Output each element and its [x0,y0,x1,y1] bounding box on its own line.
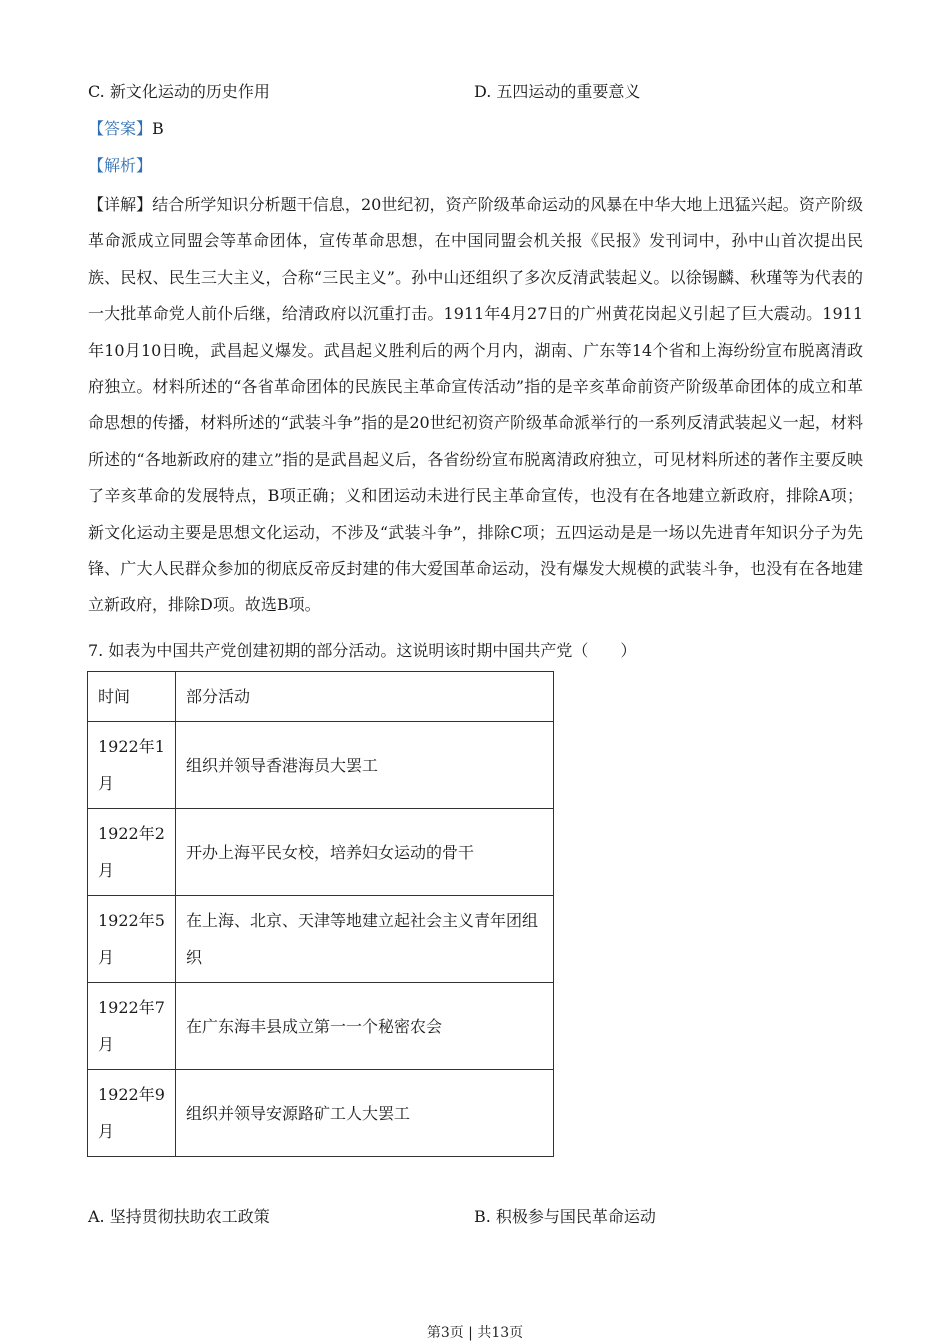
detail-label: 【详解】 [88,195,153,214]
header-time: 时间 [88,672,176,722]
question-7: 7. 如表为中国共产党创建初期的部分活动。这说明该时期中国共产党（ ） [88,641,637,660]
cell-time: 1922年1月 [88,722,176,809]
detail-paragraph [88,187,863,624]
cell-time: 1922年2月 [88,809,176,896]
table-row [88,1070,554,1157]
table-header-row [88,672,554,722]
answer-line [88,118,164,140]
answer-label: 【答案】 [88,119,153,138]
table-row [88,896,554,983]
option-c: C. 新文化运动的历史作用 [88,82,270,101]
analysis-line [88,155,152,177]
table-row [88,983,554,1070]
activities-table [87,671,554,1157]
option-b: B. 积极参与国民革命运动 [474,1207,656,1226]
cell-time: 1922年7月 [88,983,176,1070]
option-a: A. 坚持贯彻扶助农工政策 [88,1207,270,1226]
cell-time: 1922年5月 [88,896,176,983]
table-row [88,809,554,896]
cell-activity: 开办上海平民女校，培养妇女运动的骨干 [176,809,554,896]
header-activity: 部分活动 [176,672,554,722]
cell-activity: 在上海、北京、天津等地建立起社会主义青年团组织 [176,896,554,983]
page-footer: 第3页 | 共13页 [426,1325,524,1341]
answer-value: B [152,119,164,138]
cell-activity: 组织并领导安源路矿工人大罢工 [176,1070,554,1157]
cell-time: 1922年9月 [88,1070,176,1157]
detail-text: 结合所学知识分析题干信息，20世纪初，资产阶级革命运动的风暴在中华大地上迅猛兴起。资产阶级革命派成立同盟会等革命团体，宣传革命思想，在中国同盟会机关报《民报》发刊词中，孙中山首次提出民族、民权、民生三大主义，合称“三民主义”。孙中山还组织了多次反清武装起义。以徐锡麟、秋瑾等为代表的一大批革命党人前仆后继，给清政府以沉重打击。1911年4月27日的广州黄花岗起义引起了巨大震动。1911年10月10日晚，武昌起义爆发。武昌起义胜利后的两个月内，湖南、广东等14个省和上海纷纷宣布脱离清政府独立。材料所述的“各省革命团体的民族民主革命宣传活动”指的是辛亥革命前资产阶级革命团体的成立和革命思想的传播，材料所述的“武装斗争”指的是20世纪初资产阶级革命派举行的一系列反清武装起义一起，材料所述的“各地新政府的建立”指的是武昌起义后，各省纷纷宣布脱离清政府独立，可见材料所述的著作主要反映了辛亥革命的发展特点，B项正确；义和团运动未进行民主革命宣传，也没有在各地建立新政府，排除A项；新文化运动主要是思想文化运动，不涉及“武装斗争”，排除C项；五四运动是是一场以先进青年知识分子为先锋、广大人民群众参加的彻底反帝反封建的伟大爱国革命运动，没有爆发大规模的武装斗争，也没有在各地建立新政府，排除D项。故选B项。 [88,195,863,615]
analysis-label: 【解析】 [88,156,153,175]
cell-activity: 在广东海丰县成立第一一个秘密农会 [176,983,554,1070]
option-d: D. 五四运动的重要意义 [474,82,641,101]
table-row [88,722,554,809]
cell-activity: 组织并领导香港海员大罢工 [176,722,554,809]
